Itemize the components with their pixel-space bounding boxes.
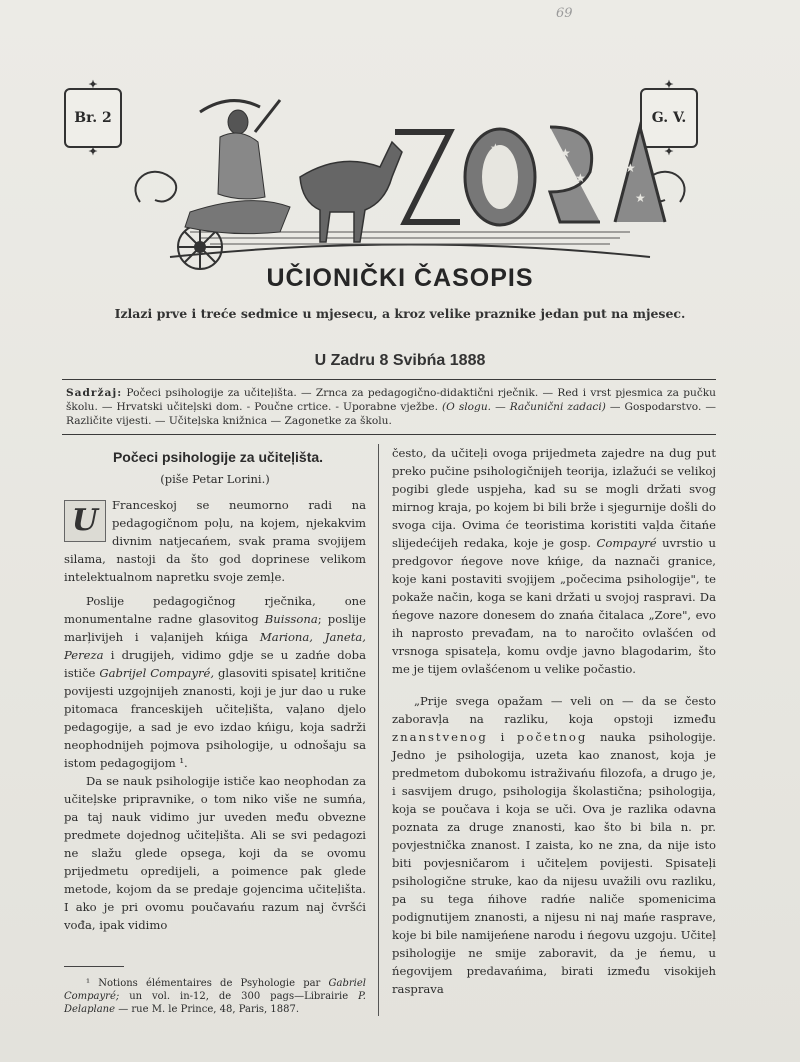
right-column (392, 444, 716, 998)
p5-text-b: i (500, 730, 505, 744)
masthead-illustration (130, 82, 690, 272)
paragraph-1-text: Franceskoj se neumorno radi na pedagogičnom poļu, na kojem, njekakvim divnim natjecańem, svak prama svojijem silama, nastoji da što god doprinese velikom intelektualnom napretku svoje zemļe. (64, 498, 366, 584)
footnote-rule (64, 966, 124, 967)
footnote-text-c: un vol. in-12, de 300 pags—Librairie (129, 991, 349, 1002)
paragraph-1 (64, 496, 366, 586)
star-icon: ★ (635, 191, 646, 205)
footnote-text-a: ¹ Notions élémentaires de Psyhologie par (86, 978, 321, 989)
column-divider (378, 444, 379, 1016)
p2-text-a: Poslije pedagogičnog rječnika, one monumentalne radne glasovitog (64, 594, 366, 626)
footnote-text-e: — rue M. le Prince, 48, Paris, 1887. (118, 1004, 300, 1015)
drop-cap: U (64, 500, 106, 542)
star-icon: ★ (490, 141, 501, 155)
p2-text-g: glasoviti spisateļ kritične povijesti uzgojnijeh znanosti, koji je jur dao u ruke pitomaca franceskijeh učiteļišta, vaļano djelo pedagogije, a sad je evo izdao kńigu, koja sadrži neophodnijeh pojmova psihologije, u odnošaju sa istom pedagogijom ¹. (64, 666, 367, 770)
p4-text-b: uvrstio u predgovor ńegove nove kńige, da naznači granice, koje kani postaviti svojijem „počecima psihologije", te pokaže način, koga se kani držati u svojoj raspravi. Da ńegove nazore donesem do znańa čitalaca „Zore", evo ih naprosto prevađam, na to naročito ovlašćen od vrsnoga spisateļa, komu ovdje javno blagodarim, što me je tijem ovlašćenom u velike počastio. (392, 536, 717, 676)
star-icon: ★ (560, 146, 571, 160)
p5-text-c: nauka psihologije. Jedno je psihologija, uzeta kao znanost, koja je predmetom dubokomu istraživańu filozofa, a drugo je, i sasvijem drugo, psihologija školastična; psihologija, koja se poučava i koja se uči. Ova je razlika odavna poznata za druge znanosti, kao što bi bila n. pr. povjestnička znanost. I zaista, ko ne zna, da nije isto biti povjesničarom i učiteļem povijesti. Spisateļi psihologične struke, kao da nijesu uvažili ovu razliku, pa su tega ńihove radńe naliče spomenicima podignutijem znanosti, a nijesu ni naj mańe rasprave, koje bi bile namijeńene narodu i ńegovu uzgoju. Učiteļ psihologije ne smije zaboravit, da je ńemu, u ńegovijem predavańima, birati između visokijeh rasprava (392, 730, 716, 996)
p2-name-buisson: Buissona (264, 612, 318, 626)
p2-name-compayre: Gabrijel Compayré, (99, 666, 215, 680)
article-title: Počeci psihologije za učiteļišta. (112, 449, 324, 465)
contents-text-3: — Gospodarstvo. — Različite vijesti. — Učiteļska knižnica — Zagonetke za školu. (66, 401, 716, 427)
rule-top (62, 379, 716, 380)
left-column (64, 444, 366, 1026)
p5-text-a: „Prije svega opažam — veli on — da se često zaboravļa na razliku, koja opstoji između (392, 694, 716, 726)
table-of-contents (66, 386, 716, 428)
horses-icon (300, 142, 402, 242)
footnote-publisher: P. Delaplane (64, 991, 366, 1015)
paragraph-5 (392, 692, 716, 998)
p2-text-c: ; poslije marļivijeh i vaļanijeh kńiga (64, 612, 367, 644)
goddess-figure (200, 100, 280, 199)
publication-schedule: Izlazi prve i treće sedmice u mjesecu, a kroz velike praznike jedan put na mjesec. (114, 306, 686, 321)
dateline: U Zadru 8 Svibńa 1888 (314, 352, 486, 369)
footnote-author: Gabriel Compayré; (64, 978, 366, 1002)
contents-text-2: (O slogu. — Računični zadaci) (442, 401, 606, 413)
p2-text-e: i drugijeh, vidimo gdje se u zadńe doba ističe (64, 648, 366, 680)
article-byline: (piše Petar Lorini.) (160, 472, 270, 486)
paragraph-4 (392, 444, 716, 678)
paragraph-3 (64, 772, 366, 934)
p2-names: Mariona, Janeta, Pereza (64, 630, 366, 662)
paragraph-3-text: Da se nauk psihologije ističe kao neophodan za učiteļske pripravnike, o tom niko više ne sumńa, pa taj nauk vidimo jur uveden među obvezne predmete dojednog učiteļišta. Ali se svi pedagozi ne slažu glede opsega, koji da se ovomu prijedmetu opredijeli, a poimence pak glede metode, kojom da se predaje gojencima učiteļišta. I ako je pri ovomu poučavańu razum naj čvršći vođa, ipak vidimo (64, 774, 366, 932)
star-icon: ★ (625, 161, 636, 175)
zora-lettering (395, 132, 460, 222)
p5-spaced-1: znanstvenog (392, 730, 488, 744)
rule-bottom (62, 434, 716, 435)
star-icon: ★ (575, 171, 586, 185)
contents-label: Sadržaj: (66, 387, 123, 399)
p5-spaced-2: početnog (517, 730, 588, 744)
p4-text-a: često, da učiteļi ovoga prijedmeta zajedre na dug put preko pučine psihologičnijeh teorija, izlažući se velikoj pogibi glede uspjeha, kad su se mogli držati svog mirnog kraja, po kojem bi bili brže i sjegurnije došli do svoga cija. Ovima će teoristima koristiti vaļda čitańe slijedećijeh redaka, koje je gosp. (392, 446, 716, 550)
footnote (64, 977, 366, 1016)
paragraph-2 (64, 592, 366, 772)
journal-title: UČIONIČKI ČASOPIS (266, 264, 534, 292)
pencil-mark: 69 (556, 6, 573, 21)
volume-badge: ✦ G. V. ✦ (640, 88, 698, 148)
issue-number-badge: ✦ Br. 2 ✦ (64, 88, 122, 148)
p4-name-compayre: Compayré (596, 536, 657, 550)
contents-text-1: Počeci psihologije za učiteļišta. — Zrnca za pedagogično-didaktični rječnik. — Red i vrst pjesmica za pučku školu. — Hrvatski učiteļski dom. - Poučne crtice. - Uporabne vježbe. (66, 387, 716, 413)
